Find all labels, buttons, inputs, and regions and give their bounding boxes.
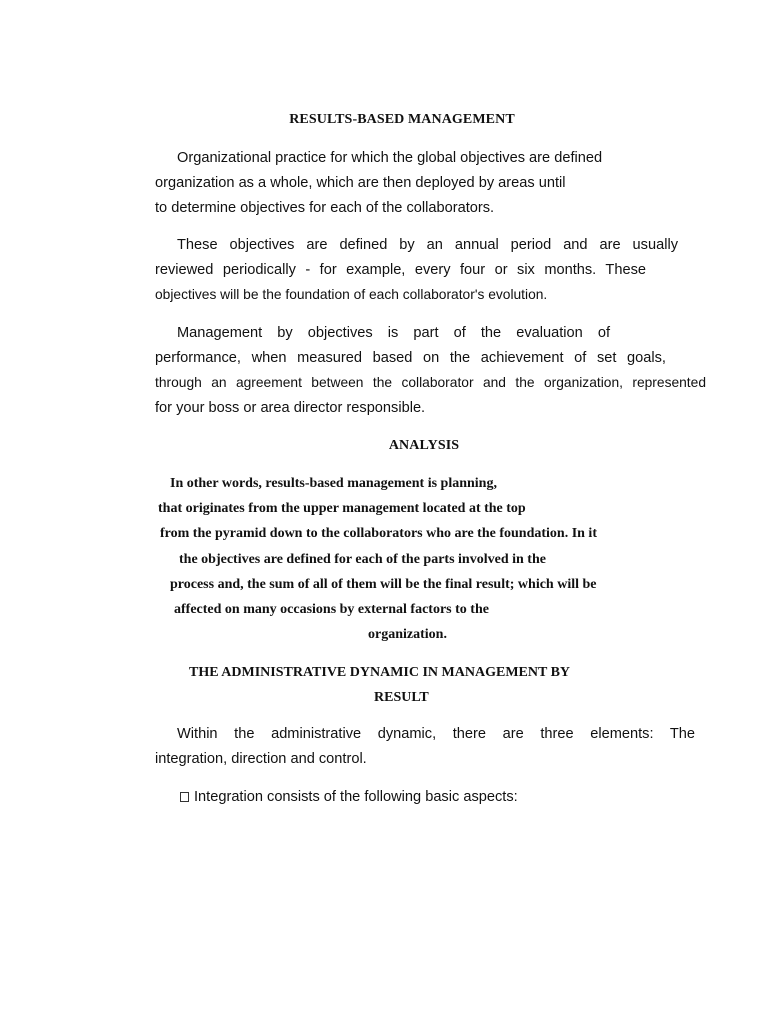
- para1-line1: Organizational practice for which the global objectives are defined: [177, 150, 603, 166]
- para3-line4: for your boss or area director responsible.: [155, 400, 426, 416]
- analysis-line2: that originates from the upper management located at the top: [158, 501, 526, 516]
- analysis-line4: the objectives are defined for each of the parts involved in the: [179, 552, 546, 567]
- analysis-line5: process and, the sum of all of them will be the final result; which will be: [170, 577, 597, 592]
- bullet-text: Integration consists of the following basic aspects:: [194, 789, 518, 805]
- analysis-heading: ANALYSIS: [388, 438, 460, 453]
- analysis-line7: organization.: [368, 627, 447, 642]
- document-title: RESULTS-BASED MANAGEMENT: [289, 112, 515, 127]
- analysis-line3: from the pyramid down to the collaborators who are the foundation. In it: [160, 526, 597, 541]
- bullet-item-integration: [180, 789, 518, 805]
- dynamic-heading-line2: RESULT: [374, 690, 429, 705]
- para4-line1: Within the administrative dynamic, there are three elements: The: [177, 726, 695, 742]
- analysis-line6: affected on many occasions by external factors to the: [174, 602, 489, 617]
- para3-line2: performance, when measured based on the achievement of set goals,: [155, 350, 666, 366]
- para4-line2: integration, direction and control.: [155, 751, 367, 767]
- para1-line2: organization as a whole, which are then deployed by areas until: [155, 175, 566, 191]
- bullet-box-icon: [180, 792, 189, 802]
- para2-line3: objectives will be the foundation of each collaborator's evolution.: [155, 287, 548, 302]
- dynamic-heading-line1: THE ADMINISTRATIVE DYNAMIC IN MANAGEMENT BY: [189, 665, 571, 680]
- analysis-line1: In other words, results-based management is planning,: [170, 476, 497, 491]
- para2-line2: reviewed periodically - for example, every four or six months. These: [155, 262, 646, 278]
- para2-line1: These objectives are defined by an annual period and are usually: [177, 237, 678, 253]
- para3-line1: Management by objectives is part of the evaluation of: [177, 325, 610, 341]
- para3-line3: through an agreement between the collaborator and the organization, represented: [155, 375, 706, 390]
- para1-line3: to determine objectives for each of the collaborators.: [155, 200, 495, 216]
